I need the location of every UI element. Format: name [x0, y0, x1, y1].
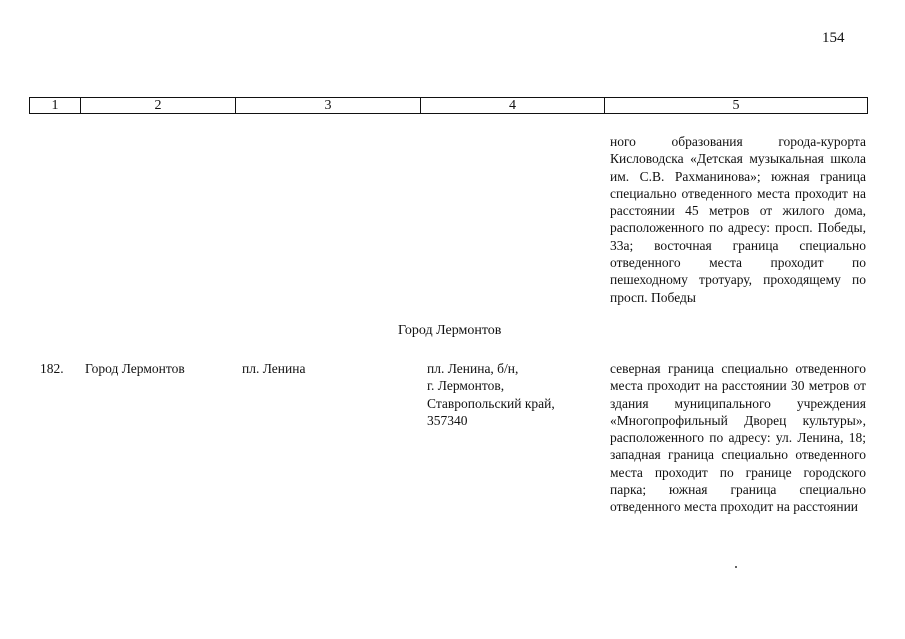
row-description [610, 360, 866, 516]
page-number: 154 [822, 30, 845, 46]
section-title: Город Лермонтов [398, 323, 502, 338]
address-line: Ставропольский край, [427, 395, 555, 411]
row-place: пл. Ленина [242, 361, 306, 376]
row-number: 182. [40, 361, 64, 376]
header-col-5: 5 [732, 98, 740, 113]
scan-dot [735, 566, 737, 568]
row-address [427, 360, 597, 429]
description-paragraph: северная граница специально отведенного места проходит на расстоянии 30 метров от здания муниципального учреждения «Многопрофильный Дворец культуры», расположенного по адресу: ул. Ленина, 18; западная граница специально отведенного места проходит по границе городского парка; южная граница специально отведенного места проходит на расстоянии [610, 361, 866, 515]
header-col-1: 1 [30, 98, 81, 113]
address-line: г. Лермонтов, [427, 378, 505, 394]
continuation-paragraph: ного образования города-курорта Кисловодска «Детская музыкальная школа им. С.В. Рахманинова»; южная граница специально отведенного места проходит на расстоянии 45 метров от жилого дома, расположенного по адресу: просп. Победы, 33а; восточная граница специально отведенного места проходит по пешеходному тротуару, проходящему по просп. Победы [610, 134, 866, 305]
continuation-text [610, 133, 866, 306]
header-col-3: 3 [236, 98, 421, 113]
row-city: Город Лермонтов [85, 361, 185, 376]
address-line: пл. Ленина, б/н, [427, 361, 519, 376]
header-col-4: 4 [421, 98, 605, 113]
address-line: 357340 [427, 412, 468, 428]
header-col-2: 2 [81, 98, 236, 113]
table-header-row [29, 97, 868, 114]
